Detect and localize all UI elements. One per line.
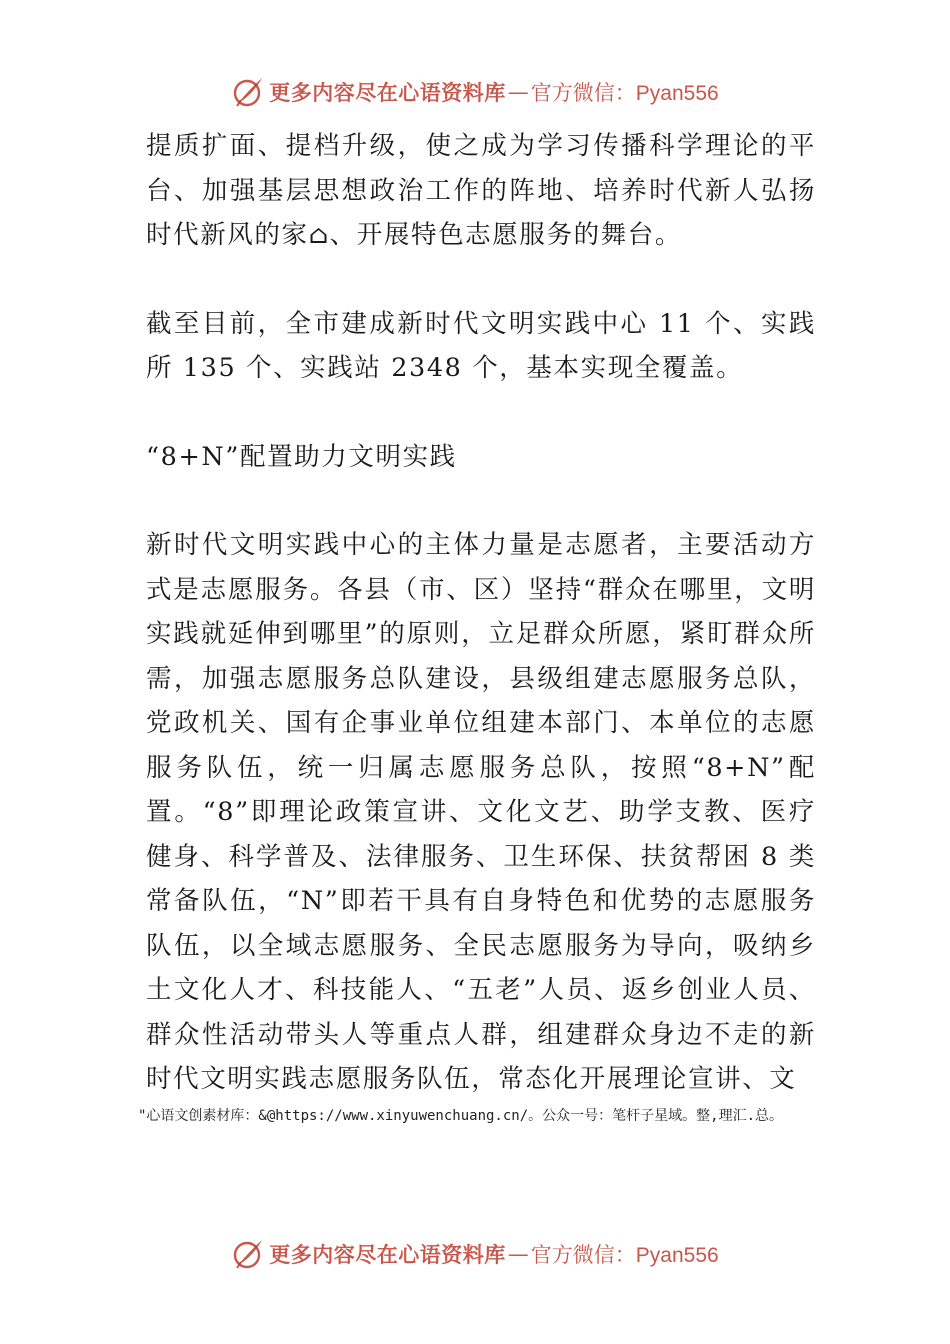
quill-seal-logo-icon <box>231 1237 265 1271</box>
paragraph-1: 提质扩面、提档升级，使之成为学习传播科学理论的平台、加强基层思想政治工作的阵地、培养时代新人弘扬时代新风的家⌂、开展特色志愿服务的舞台。 <box>146 131 816 250</box>
footer-watermark-banner <box>0 1232 950 1276</box>
document-body <box>146 124 816 1102</box>
banner-wechat: 官方微信：Pyan556 <box>530 1244 719 1267</box>
header-watermark-banner <box>0 70 950 114</box>
banner-text: 更多内容尽在心语资料库 <box>269 1242 506 1267</box>
banner-wechat: 官方微信：Pyan556 <box>530 82 719 105</box>
banner-separator: — <box>507 80 529 104</box>
footnote-source: "心语文创素材库：&@https://www.xinyuwenchuang.cn/。公众一号：笔杆子星域。整,理汇.总。 <box>138 1108 784 1124</box>
paragraph-3: 新时代文明实践中心的主体力量是志愿者，主要活动方式是志愿服务。各县（市、区）坚持“群众在哪里，文明实践就延伸到哪里”的原则，立足群众所愿，紧盯群众所需，加强志愿服务总队建设，县级组建志愿服务总队，党政机关、国有企事业单位组建本部门、本单位的志愿服务队伍，统一归属志愿服务总队，按照“8+N”配置。“8”即理论政策宣讲、文化文艺、助学支教、医疗健身、科学普及、法律服务、卫生环保、扶贫帮困 8 类常备队伍，“N”即若干具有自身特色和优势的志愿服务队伍，以全域志愿服务、全民志愿服务为导向，吸纳乡土文化人才、科技能人、“五老”人员、返乡创业人员、群众性活动带头人等重点人群，组建群众身边不走的新时代文明实践志愿服务队伍，常态化开展理论宣讲、文 <box>146 530 816 1094</box>
banner-text: 更多内容尽在心语资料库 <box>269 80 506 105</box>
quill-seal-logo-icon <box>231 75 265 109</box>
paragraph-2: 截至目前，全市建成新时代文明实践中心 11 个、实践所 135 个、实践站 2348 个，基本实现全覆盖。 <box>146 308 816 383</box>
banner-separator: — <box>507 1242 529 1266</box>
section-heading: “8+N”配置助力文明实践 <box>146 441 457 472</box>
